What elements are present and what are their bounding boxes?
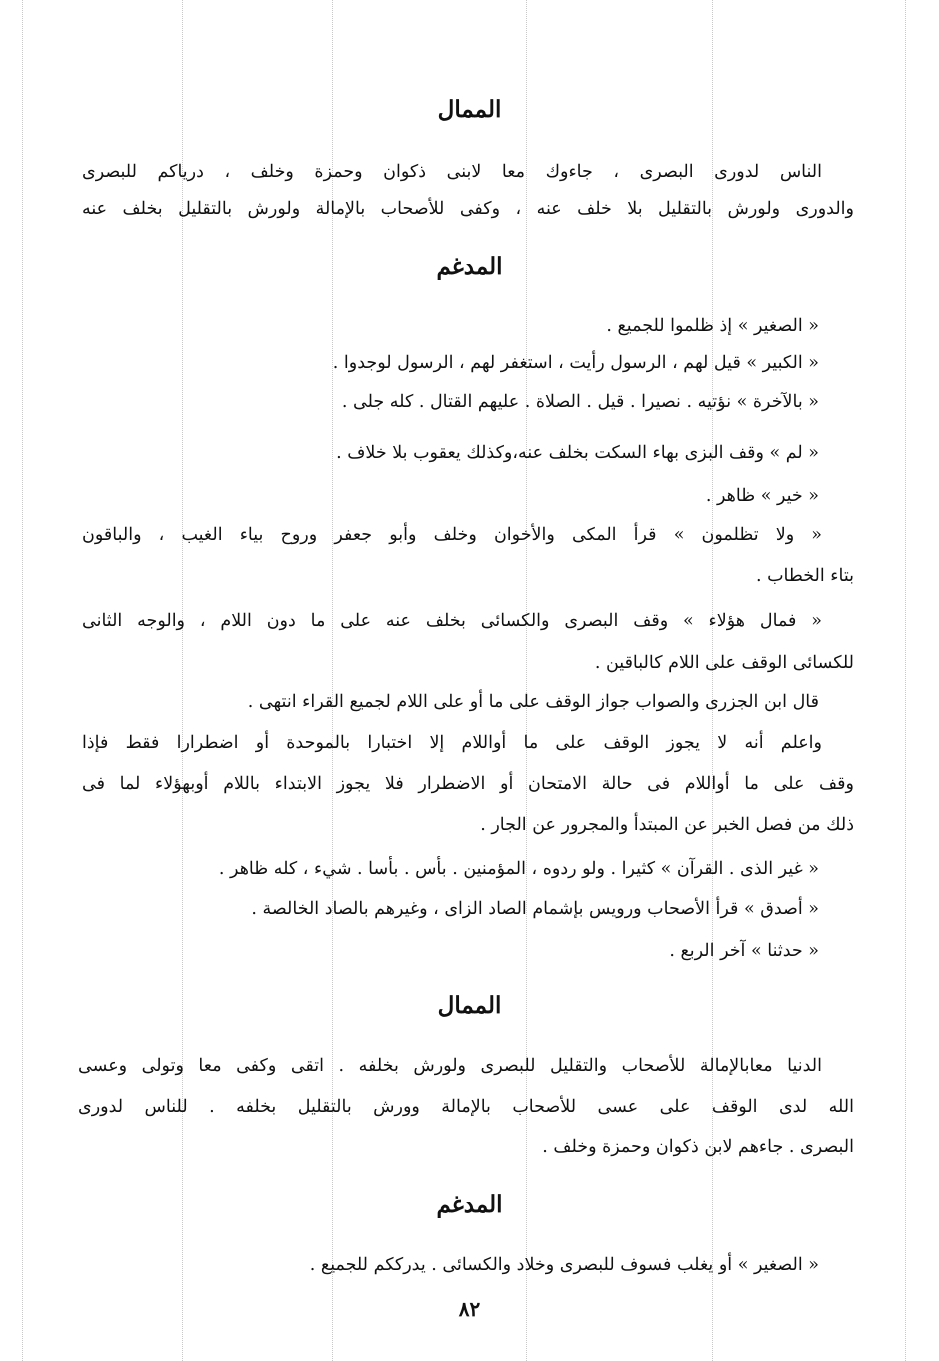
text-line: « الصغير » إذ ظلموا للجميع . (606, 316, 819, 336)
section-heading-mumal-2: الممال (437, 992, 502, 1019)
text-line: الله لدى الوقف على عسى للأصحاب بالإمالة وورش بالتقليل بخلفه . للناس لدورى (78, 1097, 854, 1117)
text-line: « لم » وقف البزى بهاء السكت بخلف عنه،وكذلك يعقوب بلا خلاف . (336, 443, 819, 463)
text-line: « فمال هؤلاء » وقف البصرى والكسائى بخلف عنه على ما دون اللام ، والوجه الثانى (82, 611, 822, 631)
text-line: بتاء الخطاب . (755, 566, 854, 586)
text-line: « ولا تظلمون » قرأ المكى والأخوان وخلف وأبو جعفر وروح بياء الغيب ، والباقون (82, 525, 822, 545)
text-line: واعلم أنه لا يجوز الوقف على ما أواللام إلا اختبارا بالموحدة أو اضطرارا فقط فإذا (82, 733, 822, 753)
page-number: ٨٢ (458, 1297, 481, 1321)
text-line: والدورى ولورش بالتقليل بلا خلف عنه ، وكفى للأصحاب بالإمالة ولورش بالتقليل بخلف عنه (82, 199, 854, 219)
scan-dotted-line (905, 0, 906, 1361)
text-line: « غير الذى . القرآن » كثيرا . ولو ردوه ، المؤمنين . بأس . بأسا . شيء ، كله ظاهر . (218, 859, 819, 879)
section-heading-mudgham-2: المدغم (436, 1191, 503, 1218)
text-line: « الكبير » قيل لهم ، الرسول رأيت ، استغفر لهم ، الرسول لوجدوا . (332, 353, 819, 373)
text-line: قال ابن الجزرى والصواب جواز الوقف على ما أو على اللام لجميع القراء انتهى . (247, 692, 819, 712)
text-line: البصرى . جاءهم لابن ذكوان وحمزة وخلف . (542, 1137, 854, 1157)
text-line: ذلك من فصل الخبر عن المبتدأ والمجرور عن الجار . (480, 815, 854, 835)
scan-dotted-line (22, 0, 23, 1361)
text-line: « بالآخرة » نؤتيه . نصيرا . قيل . الصلاة . عليهم القتال . كله جلى . (341, 392, 819, 412)
text-line: « حدثنا » آخر الربع . (669, 941, 819, 961)
section-heading-mumal: الممال (437, 96, 502, 123)
text-line: « أصدق » قرأ الأصحاب ورويس بإشمام الصاد الزاى ، وغيرهم بالصاد الخالصة . (251, 899, 819, 919)
section-heading-mudgham: المدغم (436, 253, 503, 280)
text-line: « خير » ظاهر . (705, 486, 819, 506)
text-line: « الصغير » أو يغلب فسوف للبصرى وخلاد والكسائى . يدرككم للجميع . (309, 1255, 819, 1275)
text-line: للكسائى الوقف على اللام كالباقين . (594, 653, 854, 673)
text-line: وقف على ما أواللام فى حالة الامتحان أو الاضطرار فلا يجوز الابتداء باللام أوبهؤلاء لما فى (82, 774, 854, 794)
text-line: الدنيا معابالإمالة للأصحاب والتقليل للبصرى ولورش بخلفه . اتقى وكفى معا وتولى وعسى (78, 1056, 822, 1076)
text-line: الناس لدورى البصرى ، جاءوك معا لابنى ذكوان وحمزة وخلف ، درياكم للبصرى (82, 162, 822, 182)
